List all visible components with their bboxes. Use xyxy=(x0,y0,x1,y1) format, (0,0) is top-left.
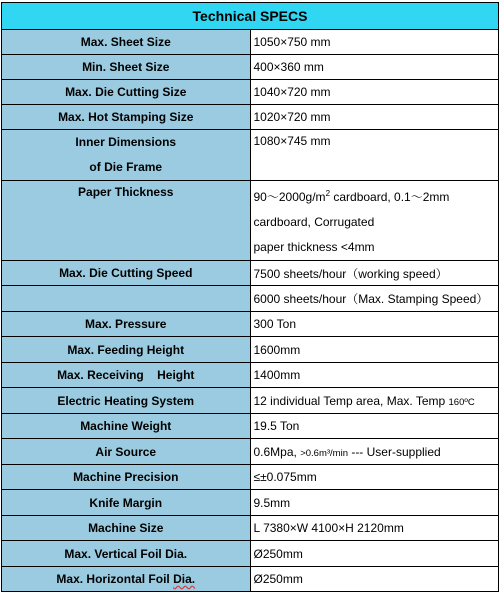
row-label: Min. Sheet Size xyxy=(2,55,251,80)
row-value: 1050×750 mm xyxy=(250,30,499,55)
row-value: ≤±0.075mm xyxy=(250,465,499,490)
table-title: Technical SPECS xyxy=(2,3,499,30)
value-part: >0.6m³/min xyxy=(300,447,348,459)
table-row xyxy=(2,541,499,567)
row-value: 9.5mm xyxy=(250,490,499,516)
row-label: Air Source xyxy=(2,439,251,465)
row-value: Ø250mm xyxy=(250,567,499,592)
table-row xyxy=(2,130,499,181)
row-label xyxy=(2,130,251,181)
row-value: 1080×745 mm xyxy=(250,130,499,181)
row-value: 1040×720 mm xyxy=(250,80,499,105)
superscript: 2 xyxy=(325,189,331,198)
table-row xyxy=(2,312,499,337)
row-label xyxy=(2,541,251,567)
row-label: Max. Feeding Height xyxy=(2,337,251,363)
table-row xyxy=(2,105,499,130)
value-line xyxy=(254,181,499,235)
table-row xyxy=(2,465,499,490)
table-row xyxy=(2,567,499,592)
row-value: 7500 sheets/hour（working speed） xyxy=(250,261,499,286)
row-value: 6000 sheets/hour（Max. Stamping Speed） xyxy=(250,286,499,312)
label-part: Dia. xyxy=(165,546,188,561)
label-line: of Die Frame xyxy=(89,160,163,174)
row-label xyxy=(2,286,251,312)
row-value: 1600mm xyxy=(250,337,499,363)
label-part: Max. Vertical Foil xyxy=(64,546,166,561)
table-row xyxy=(2,286,499,312)
value-part: 12 individual Temp area, Max. Temp xyxy=(253,393,449,408)
row-value: L 7380×W 4100×H 2120mm xyxy=(250,516,499,541)
label-part: Dia. xyxy=(173,572,196,586)
row-label: Max. Sheet Size xyxy=(2,30,251,55)
row-value: 1400mm xyxy=(250,363,499,388)
row-value: 1020×720 mm xyxy=(250,105,499,130)
row-label: Max. Pressure xyxy=(2,312,251,337)
row-label xyxy=(2,567,251,592)
value-part: 90～2000g/m xyxy=(253,190,326,204)
row-label: Machine Precision xyxy=(2,465,251,490)
table-row xyxy=(2,80,499,105)
row-label: Max. Hot Stamping Size xyxy=(2,105,251,130)
value-part: cardboard, 0.1～2mm cardboard, Corrugated xyxy=(253,190,450,229)
table-row xyxy=(2,363,499,388)
table-row xyxy=(2,414,499,439)
row-value: 300 Ton xyxy=(250,312,499,337)
value-line: paper thickness <4mm xyxy=(253,240,375,254)
table-row xyxy=(2,261,499,286)
table-row xyxy=(2,490,499,516)
row-label: Paper Thickness xyxy=(2,181,251,261)
row-label: Machine Size xyxy=(2,516,251,541)
value-part: --- User-supplied xyxy=(347,444,441,459)
table-row xyxy=(2,55,499,80)
row-label: Knife Margin xyxy=(2,490,251,516)
row-label: Max. Die Cutting Size xyxy=(2,80,251,105)
table-row xyxy=(2,388,499,414)
label-line: Inner Dimensions xyxy=(75,135,177,149)
value-part: 0.6Mpa, xyxy=(253,444,301,459)
row-value: Ø250mm xyxy=(250,541,499,567)
row-label: Max. Die Cutting Speed xyxy=(2,261,251,286)
row-value xyxy=(250,439,499,465)
value-part: 160ºC xyxy=(448,396,475,408)
row-label: Max. Receiving Height xyxy=(2,363,251,388)
table-row xyxy=(2,516,499,541)
row-value xyxy=(250,388,499,414)
table-row xyxy=(2,439,499,465)
row-label: Machine Weight xyxy=(2,414,251,439)
row-label: Electric Heating System xyxy=(2,388,251,414)
row-value: 400×360 mm xyxy=(250,55,499,80)
table-row xyxy=(2,181,499,261)
table-row xyxy=(2,30,499,55)
title-row xyxy=(2,3,499,30)
row-value: 19.5 Ton xyxy=(250,414,499,439)
label-part: Max. Horizontal Foil xyxy=(56,572,174,586)
row-value xyxy=(250,181,499,261)
technical-specs-table xyxy=(1,2,499,592)
table-row xyxy=(2,337,499,363)
